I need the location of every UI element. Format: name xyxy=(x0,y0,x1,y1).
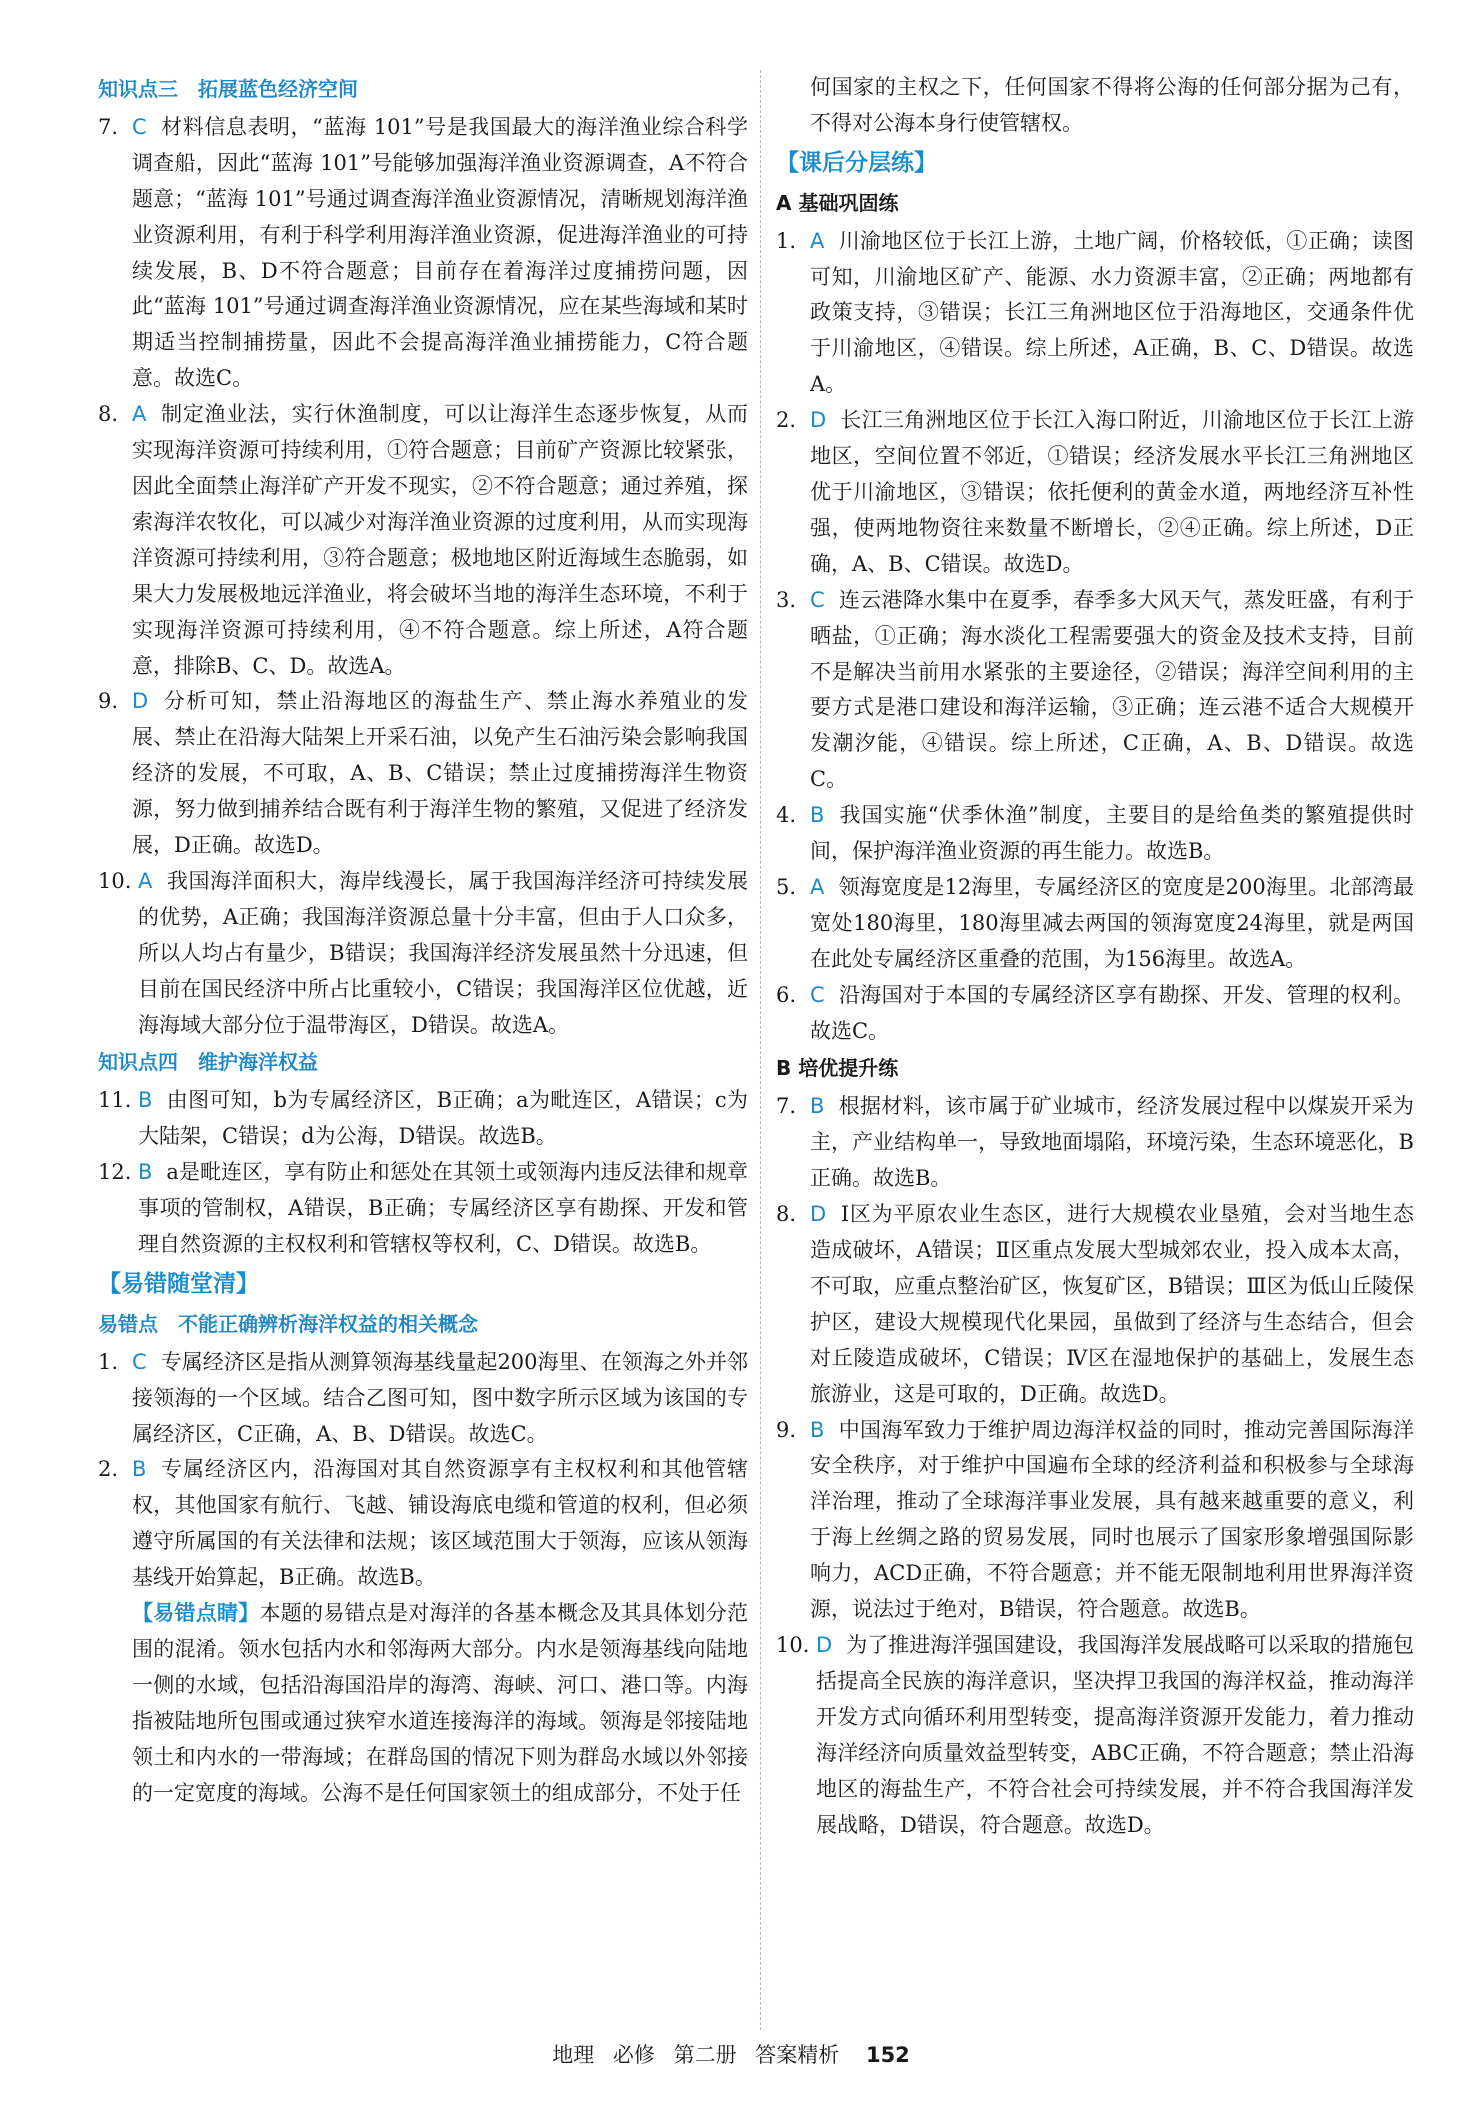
explanation-text: 根据材料，该市属于矿业城市，经济发展过程中以煤炭开采为主，产业结构单一，导致地面塌陷，环境污染，生态环境恶化，B正确。故选B。 xyxy=(810,1094,1414,1191)
answer-item xyxy=(98,1345,748,1453)
basic-practice-label: A 基础巩固练 xyxy=(776,190,899,215)
question-number: 8. xyxy=(776,1202,797,1227)
explanation-text: 分析可知，禁止沿海地区的海盐生产、禁止海水养殖业的发展、禁止在沿海大陆架上开采石油，以免产生石油污染会影响我国经济的发展，不可取，A、B、C错误；禁止过度捕捞海洋生物资源，努力做到捕养结合既有利于海洋生物的繁殖，又促进了经济发展，D正确。故选D。 xyxy=(132,689,748,858)
explanation-text: 专属经济区是指从测算领海基线量起200海里、在领海之外并邻接领海的一个区域。结合乙图可知，图中数字所示区域为该国的专属经济区，C正确，A、B、D错误。故选C。 xyxy=(132,1349,748,1446)
answer-letter: B xyxy=(138,1088,153,1113)
answer-letter: D xyxy=(810,1202,827,1227)
answer-list-kp4 xyxy=(98,1083,748,1263)
answer-letter: B xyxy=(138,1160,153,1185)
answer-item xyxy=(98,864,748,1044)
answer-item xyxy=(98,397,748,684)
question-number: 10. xyxy=(98,868,132,893)
question-number: 3. xyxy=(776,587,797,612)
question-number: 7. xyxy=(776,1094,797,1119)
question-number: 1. xyxy=(98,1349,119,1374)
question-number: 2. xyxy=(98,1457,119,1482)
answer-list-advanced xyxy=(776,1089,1414,1843)
answer-letter: D xyxy=(810,408,827,433)
error-review-title: 【易错随堂清】 xyxy=(98,1270,259,1297)
knowledge-heading-3: 知识点三 拓展蓝色经济空间 xyxy=(98,77,358,101)
answer-list-errors xyxy=(98,1345,748,1596)
question-number: 12. xyxy=(98,1160,132,1185)
explanation-text: Ⅰ区为平原农业生态区，进行大规模农业垦殖，会对当地生态造成破坏，A错误；Ⅱ区重点发展大型城郊农业，投入成本太高，不可取，应重点整治矿区，恢复矿区，B错误；Ⅲ区为低山丘陵保护区，建设大规模现代化果园，虽做到了经济与生态结合，但会对丘陵造成破坏，C错误；Ⅳ区在湿地保护的基础上，发展生态旅游业，这是可取的，D正确。故选D。 xyxy=(810,1202,1414,1406)
question-number: 7. xyxy=(98,114,119,139)
error-note-text: 本题的易错点是对海洋的各基本概念及其具体划分范围的混淆。领水包括内水和邻海两大部分。内水是领海基线向陆地一侧的水域，包括沿海国沿岸的海湾、海峡、河口、港口等。内海指被陆地所包围或通过狭窄水道连接海洋的海域。领海是邻接陆地领土和内水的一带海域；在群岛国的情况下则为群岛水域以外邻接的一定宽度的海域。公海不是任何国家领土的组成部分，不处于任 xyxy=(132,1601,748,1805)
question-number: 8. xyxy=(98,402,119,427)
explanation-text: 连云港降水集中在夏季，春季多大风天气，蒸发旺盛，有利于晒盐，①正确；海水淡化工程需要强大的资金及技术支持，目前不是解决当前用水紧张的主要途径，②错误；海洋空间利用的主要方式是港口建设和海洋运输，③正确；连云港不适合大规模开发潮汐能，④错误。综上所述，C正确，A、B、D错误。故选C。 xyxy=(810,587,1414,792)
error-note-label: 【易错点睛】 xyxy=(132,1601,260,1626)
answer-letter: A xyxy=(810,228,825,253)
column-divider xyxy=(760,70,761,2030)
footer-course: 必修 xyxy=(612,2043,655,2067)
answer-item xyxy=(98,1155,748,1263)
answer-item xyxy=(776,224,1414,404)
question-number: 2. xyxy=(776,408,797,433)
layered-practice-title: 【课后分层练】 xyxy=(776,149,937,176)
answer-letter: A xyxy=(138,868,153,893)
explanation-text: 材料信息表明，“蓝海 101”号是我国最大的海洋渔业综合科学调查船，因此“蓝海 101”号能够加强海洋渔业资源调查，A不符合题意；“蓝海 101”号通过调查海洋渔业资源情况，清晰规划海洋渔业资源利用，有利于科学利用海洋渔业资源，促进海洋渔业的可持续发展，B、D不符合题意；目前存在着海洋过度捕捞问题，因此“蓝海 101”号通过调查海洋渔业资源情况，应在某些海域和某时期适当控制捕捞量，因此不会提高海洋渔业捕捞能力，C符合题意。故选C。 xyxy=(132,114,748,391)
explanation-text: 制定渔业法，实行休渔制度，可以让海洋生态逐步恢复，从而实现海洋资源可持续利用，①符合题意；目前矿产资源比较紧张，因此全面禁止海洋矿产开发不现实，②不符合题意；通过养殖，探索海洋农牧化，可以减少对海洋渔业资源的过度利用，从而实现海洋资源可持续利用，③符合题意；极地地区附近海域生态脆弱，如果大力发展极地远洋渔业，将会破坏当地的海洋生态环境，不利于实现海洋资源可持续利用，④不符合题意。综上所述，A符合题意，排除B、C、D。故选A。 xyxy=(132,402,748,678)
answer-letter: C xyxy=(132,1349,147,1374)
footer-subject: 地理 xyxy=(552,2043,595,2067)
explanation-text: 川渝地区位于长江上游，土地广阔，价格较低，①正确；读图可知，川渝地区矿产、能源、水力资源丰富，②正确；两地都有政策支持，③错误；长江三角洲地区位于沿海地区，交通条件优于川渝地区，④错误。综上所述，A正确，B、C、D错误。故选A。 xyxy=(810,228,1414,397)
explanation-text: 中国海军致力于维护周边海洋权益的同时，推动完善国际海洋安全秩序，对于维护中国遍布全球的经济利益和积极参与全球海洋治理，推动了全球海洋事业发展，具有越来越重要的意义，利于海上丝绸之路的贸易发展，同时也展示了国家形象增强国际影响力，ACD正确，不符合题意；并不能无限制地利用世界海洋资源，说法过于绝对，B错误，符合题意。故选B。 xyxy=(810,1417,1414,1622)
answer-item xyxy=(776,1628,1414,1843)
question-number: 1. xyxy=(776,228,797,253)
answer-letter: B xyxy=(132,1457,147,1482)
answer-item xyxy=(98,684,748,864)
answer-item xyxy=(776,403,1414,583)
explanation-text: 专属经济区内，沿海国对其自然资源享有主权权利和其他管辖权，其他国家有航行、飞越、铺设海底电缆和管道的权利，但必须遵守所属国的有关法律和法规；该区域范围大于领海，应该从领海基线开始算起，B正确。故选B。 xyxy=(132,1457,748,1590)
question-number: 5. xyxy=(776,874,797,899)
error-point-heading: 易错点 不能正确辨析海洋权益的相关概念 xyxy=(98,1311,478,1336)
answer-letter: D xyxy=(132,689,149,714)
question-number: 9. xyxy=(776,1417,797,1442)
question-number: 11. xyxy=(98,1088,132,1113)
explanation-text: 长江三角洲地区位于长江入海口附近，川渝地区位于长江上游地区，空间位置不邻近，①错误；经济发展水平长江三角洲地区优于川渝地区，③错误；依托便利的黄金水道，两地经济互补性强，使两地物资往来数量不断增长，②④正确。综上所述，D正确，A、B、C错误。故选D。 xyxy=(810,408,1414,576)
knowledge-heading-4: 知识点四 维护海洋权益 xyxy=(98,1050,318,1075)
answer-letter: B xyxy=(810,803,825,828)
answer-item xyxy=(776,1197,1414,1412)
explanation-text: 沿海国对于本国的专属经济区享有勘探、开发、管理的权利。故选C。 xyxy=(810,982,1414,1043)
right-column xyxy=(776,70,1414,1843)
explanation-text: 我国实施“伏季休渔”制度，主要目的是给鱼类的繁殖提供时间，保护海洋渔业资源的再生能力。故选B。 xyxy=(810,803,1414,864)
explanation-text: 为了推进海洋强国建设，我国海洋发展战略可以采取的措施包括提高全民族的海洋意识，坚决捍卫我国的海洋权益，推动海洋开发方式向循环利用型转变，提高海洋资源开发能力，着力推动海洋经济向质量效益型转变，ABC正确，不符合题意；禁止沿海地区的海盐生产，不符合社会可持续发展，并不符合我国海洋发展战略，D错误，符合题意。故选D。 xyxy=(816,1632,1414,1837)
explanation-text: 我国海洋面积大，海岸线漫长，属于我国海洋经济可持续发展的优势，A正确；我国海洋资源总量十分丰富，但由于人口众多，所以人均占有量少，B错误；我国海洋经济发展虽然十分迅速，但目前在国民经济中所占比重较小，C错误；我国海洋区位优越，近海海域大部分位于温带海区，D错误。故选A。 xyxy=(138,868,748,1037)
answer-letter: C xyxy=(132,114,147,139)
answer-list-kp3 xyxy=(98,110,748,1044)
question-number: 6. xyxy=(776,982,797,1007)
page-footer xyxy=(0,2038,1462,2074)
explanation-text: a是毗连区，享有防止和惩处在其领土或领海内违反法律和规章事项的管制权，A错误，B正确；专属经济区享有勘探、开发和管理自然资源的主权权利和管辖权等权利，C、D错误。故选B。 xyxy=(138,1160,748,1256)
explanation-text: 由图可知，b为专属经济区，B正确；a为毗连区，A错误；c为大陆架，C错误；d为公海，D错误。故选B。 xyxy=(138,1088,748,1149)
answer-item xyxy=(776,583,1414,798)
left-column xyxy=(98,70,748,1812)
question-number: 10. xyxy=(776,1632,810,1657)
answer-item xyxy=(98,1083,748,1155)
answer-item xyxy=(776,798,1414,870)
answer-item xyxy=(98,110,748,397)
answer-letter: C xyxy=(810,587,825,612)
answer-item xyxy=(776,870,1414,978)
question-number: 9. xyxy=(98,689,119,714)
footer-section: 答案精析 xyxy=(755,2043,840,2067)
answer-letter: A xyxy=(810,874,825,899)
answer-letter: B xyxy=(810,1417,825,1442)
answer-letter: B xyxy=(810,1094,825,1119)
explanation-text: 领海宽度是12海里，专属经济区的宽度是200海里。北部湾最宽处180海里，180海里减去两国的领海宽度24海里，就是两国在此处专属经济区重叠的范围，为156海里。故选A。 xyxy=(810,874,1414,971)
answer-letter: D xyxy=(816,1632,833,1657)
answer-item xyxy=(776,1089,1414,1197)
answer-item xyxy=(98,1452,748,1596)
answer-letter: A xyxy=(132,402,147,427)
continued-text: 何国家的主权之下，任何国家不得将公海的任何部分据为己有，不得对公海本身行使管辖权。 xyxy=(810,75,1414,135)
error-note xyxy=(98,1596,748,1811)
answer-list-basic xyxy=(776,224,1414,1050)
question-number: 4. xyxy=(776,803,797,828)
answer-item xyxy=(776,978,1414,1050)
advanced-practice-label: B 培优提升练 xyxy=(776,1056,899,1081)
answer-item xyxy=(776,1413,1414,1628)
page-number: 152 xyxy=(865,2043,910,2067)
answer-letter: C xyxy=(810,982,825,1007)
footer-volume: 第二册 xyxy=(673,2043,737,2067)
